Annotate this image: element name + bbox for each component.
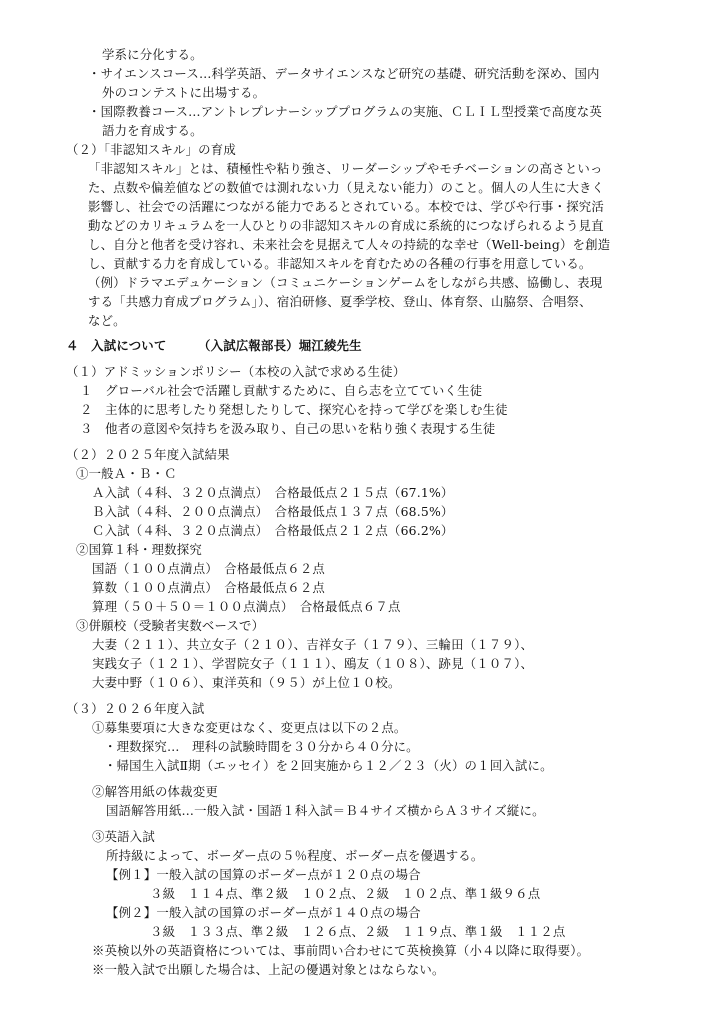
school-list-line: 大妻（２１１）、共立女子（２１０）、吉祥女子（１７９）、三輪田（１７９）、: [92, 637, 534, 652]
section-heading: （２）「非認知スキル」の育成: [66, 142, 236, 157]
subsection-heading: ③英語入試: [92, 829, 155, 844]
text-line: 学系に分化する。: [102, 47, 203, 62]
paragraph-line: た、点数や偏差値などの数値では測れない力（見えない能力）のこと。個人の人生に大きく: [88, 180, 605, 195]
section-heading: （１）アドミッションポリシー（本校の入試で求める生徒）: [66, 364, 406, 379]
list-item: ２ 主体的に思考したり発想したりして、探究心を持って学びを楽しむ生徒: [80, 402, 508, 417]
result-line: 算数（１００点満点） 合格最低点６２点: [92, 580, 326, 595]
subsection-heading: ③併願校（受験者実数ベースで）: [76, 618, 265, 633]
paragraph-line: し、貢献する力を育成している。非認知スキルを育むための各種の行事を用意している。: [88, 256, 592, 271]
paragraph-line: する「共感力育成プログラム」）、宿泊研修、夏季学校、登山、体育祭、山脇祭、合唱祭、: [88, 294, 592, 309]
text-line: 語力を育成する。: [102, 123, 203, 138]
chapter-heading: ４ 入試について （入試広報部長）堀江綾先生: [66, 338, 362, 353]
change-item: ・理数探究… 理科の試験時間を３０分から４０分に。: [104, 739, 419, 754]
subsection-heading: ①募集要項に大きな変更はなく、変更点は以下の２点。: [92, 720, 407, 735]
example-scores: ３級 １１４点、準２級 １０２点、２級 １０２点、準１級９６点: [150, 886, 541, 901]
list-item: ３ 他者の意図や気持ちを汲み取り、自己の思いを粘り強く表現する生徒: [80, 421, 496, 436]
text-line: 国語解答用紙…一般入試・国語１科入試＝Ｂ４サイズ横からＡ３サイズ縦に。: [106, 803, 545, 818]
list-item-international-course: ・国際教養コース…アントレプレナーシッププログラムの実施、ＣＬＩＬ型授業で高度な英: [88, 104, 602, 119]
result-line: Ａ入試（４科、３２０点満点） 合格最低点２１５点（67.1%）: [92, 485, 454, 500]
change-item: ・帰国生入試Ⅱ期（エッセイ）を２回実施から１２／２３（火）の１回入試に。: [104, 758, 553, 773]
result-line: 算理（５０＋５０＝１００点満点） 合格最低点６７点: [92, 599, 401, 614]
paragraph-line: 影響し、社会での活躍につながる能力であるとされている。本校では、学びや行事・探究活: [88, 199, 604, 214]
paragraph-line: 動などのカリキュラムを一人ひとりの非認知スキルの育成に系統的につなげられるよう見直: [88, 218, 604, 233]
paragraph-line: 「非認知スキル」とは、積極性や粘り強さ、リーダーシップやモチベーションの高さといっ: [88, 161, 603, 176]
note-line: ※一般入試で出願した場合は、上記の優遇対象とはならない。: [92, 962, 445, 977]
result-line: 国語（１００点満点） 合格最低点６２点: [92, 561, 326, 576]
school-list-line: 実践女子（１２１）、学習院女子（１１１）、鴎友（１０８）、跡見（１０７）、: [92, 656, 534, 671]
school-list-line: 大妻中野（１０６）、東洋英和（９５）が上位１０校。: [92, 675, 401, 690]
list-item: １ グローバル社会で活躍し貢献するために、自ら志を立てていく生徒: [80, 383, 483, 398]
section-heading: （２）２０２５年度入試結果: [66, 447, 230, 462]
result-line: Ｂ入試（４科、２００点満点） 合格最低点１３７点（68.5%）: [92, 504, 454, 519]
paragraph-line: （例）ドラマエデュケーション（コミュニケーションゲームをしながら共感、協働し、表現: [88, 275, 603, 290]
section-heading: （３）２０２６年度入試: [66, 701, 205, 716]
paragraph-line: し、自分と他者を受け容れ、未来社会を見据えて人々の持続的な幸せ（Well-being）を創造: [88, 237, 611, 252]
subsection-heading: ①一般Ａ・Ｂ・Ｃ: [76, 466, 177, 481]
example-scores: ３級 １３３点、準２級 １２６点、２級 １１９点、準１級 １１２点: [150, 924, 566, 939]
result-line: Ｃ入試（４科、３２０点満点） 合格最低点２１２点（66.2%）: [92, 523, 454, 538]
note-line: ※英検以外の英語資格については、事前問い合わせにて英検換算（小４以降に取得要）。: [92, 943, 590, 958]
subsection-heading: ②解答用紙の体裁変更: [92, 784, 218, 799]
text-line: 外のコンテストに出場する。: [102, 85, 266, 100]
text-line: 所持級によって、ボーダー点の５％程度、ボーダー点を優遇する。: [106, 848, 484, 863]
example-heading: 【例２】一般入試の国算のボーダー点が１４０点の場合: [106, 905, 421, 920]
subsection-heading: ②国算１科・理数探究: [76, 542, 202, 557]
paragraph-line: など。: [88, 313, 126, 328]
list-item-science-course: ・サイエンスコース…科学英語、データサイエンスなど研究の基礎、研究活動を深め、国内: [88, 66, 600, 81]
example-heading: 【例１】一般入試の国算のボーダー点が１２０点の場合: [106, 867, 421, 882]
